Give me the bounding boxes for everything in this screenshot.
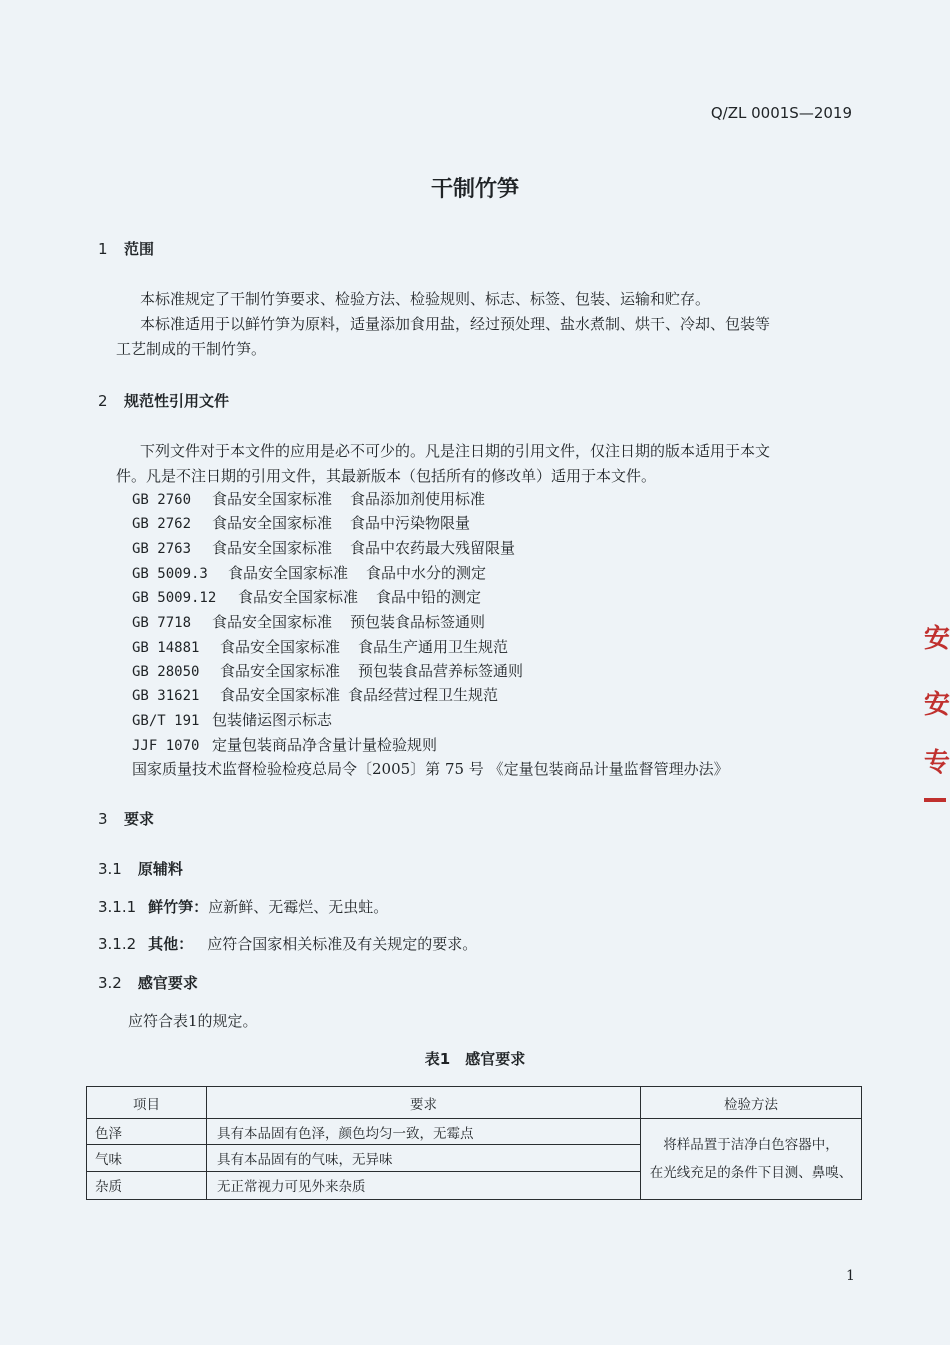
section-1-heading xyxy=(98,238,154,259)
ref-code: JJF 1070 xyxy=(132,738,200,754)
ref-subtitle: 食品中农药最大残留限量 xyxy=(350,539,516,557)
paragraph: 应符合表1的规定。 xyxy=(128,1012,258,1030)
ref-code: GB 5009.3 xyxy=(132,566,208,582)
table-header: 项目 xyxy=(133,1096,160,1113)
ref-code: GB 14881 xyxy=(132,640,200,656)
seal-border-fragment xyxy=(924,798,946,802)
reference-item xyxy=(132,537,515,558)
clause-3-1-1 xyxy=(98,896,388,917)
paragraph: 下列文件对于本文件的应用是必不可少的。凡是注日期的引用文件，仅注日期的版本适用于本文 xyxy=(140,442,771,460)
ref-subtitle: 食品中污染物限量 xyxy=(350,514,471,532)
subsection-title: 感官要求 xyxy=(137,974,198,992)
section-2-heading xyxy=(98,390,229,411)
section-number: 2 xyxy=(98,392,108,410)
ref-title: 食品安全国家标准 xyxy=(220,638,341,656)
ref-subtitle: 预包装食品标签通则 xyxy=(350,613,486,631)
page-number: 1 xyxy=(846,1268,855,1284)
ref-title: 食品安全国家标准 xyxy=(212,613,333,631)
subsection-3-2-heading xyxy=(98,972,198,993)
reference-item xyxy=(132,734,437,755)
table-cell-item: 气味 xyxy=(95,1152,122,1168)
clause-3-1-2 xyxy=(98,933,477,954)
seal-char: 安 xyxy=(924,624,950,654)
ref-title: 包装储运图示标志 xyxy=(212,711,333,729)
clause-text: 应符合国家相关标准及有关规定的要求。 xyxy=(207,935,478,953)
ref-code: GB 2763 xyxy=(132,541,192,557)
ref-code: GB 28050 xyxy=(132,664,200,680)
reference-item xyxy=(132,611,485,632)
table-cell-requirement: 具有本品固有色泽，颜色均匀一致，无霉点 xyxy=(217,1125,474,1142)
ref-subtitle: 食品经营过程卫生规范 xyxy=(348,686,499,704)
sensory-requirements-table xyxy=(86,1086,862,1200)
red-seal-stamp xyxy=(922,612,950,808)
section-number: 1 xyxy=(98,240,108,258)
table-cell-item: 杂质 xyxy=(95,1179,122,1195)
table-cell-item: 色泽 xyxy=(95,1125,122,1142)
ref-subtitle: 食品生产通用卫生规范 xyxy=(358,638,509,656)
subsection-title: 原辅料 xyxy=(137,860,183,878)
reference-item-decree: 国家质量技术监督检验检疫总局令〔2005〕第 75 号 《定量包装商品计量监督管理办法》 xyxy=(132,760,729,778)
seal-char: 安 xyxy=(924,690,950,720)
paragraph: 工艺制成的干制竹笋。 xyxy=(116,340,267,358)
ref-title: 食品安全国家标准 xyxy=(238,588,359,606)
subsection-number: 3.1 xyxy=(98,860,122,878)
reference-item xyxy=(132,709,332,730)
table-header: 要求 xyxy=(410,1096,437,1113)
clause-number: 3.1.1 xyxy=(98,898,137,916)
ref-title: 食品安全国家标准 xyxy=(228,564,349,582)
paragraph: 本标准规定了干制竹笋要求、检验方法、检验规则、标志、标签、包装、运输和贮存。 xyxy=(140,290,711,308)
ref-subtitle: 预包装食品营养标签通则 xyxy=(358,662,524,680)
section-3-heading xyxy=(98,808,154,829)
ref-title: 食品安全国家标准 xyxy=(212,490,333,508)
reference-item xyxy=(132,586,481,607)
subsection-3-1-heading xyxy=(98,858,183,879)
ref-subtitle: 食品中铅的测定 xyxy=(376,588,482,606)
table-cell-method: 在光线充足的条件下目测、鼻嗅、 xyxy=(649,1165,853,1181)
paragraph: 件。凡是不注日期的引用文件，其最新版本（包括所有的修改单）适用于本文件。 xyxy=(116,467,657,485)
reference-item xyxy=(132,562,486,583)
table-cell-requirement: 具有本品固有的气味，无异味 xyxy=(217,1152,393,1168)
table-cell-method: 将样品置于洁净白色容器中， xyxy=(663,1137,839,1153)
ref-code: GB 2762 xyxy=(132,516,192,532)
reference-item xyxy=(132,684,498,705)
clause-text: 应新鲜、无霉烂、无虫蛀。 xyxy=(208,898,389,916)
ref-title: 定量包装商品净含量计量检验规则 xyxy=(212,736,438,754)
ref-code: GB 5009.12 xyxy=(132,590,217,606)
subsection-number: 3.2 xyxy=(98,974,122,992)
paragraph: 本标准适用于以鲜竹笋为原料，适量添加食用盐，经过预处理、盐水煮制、烘干、冷却、包装等 xyxy=(140,315,771,333)
ref-title: 食品安全国家标准 xyxy=(212,539,333,557)
section-title: 规范性引用文件 xyxy=(124,392,230,410)
reference-item xyxy=(132,488,485,509)
ref-code: GB 2760 xyxy=(132,492,192,508)
table-cell-requirement: 无正常视力可见外来杂质 xyxy=(217,1179,366,1195)
ref-code: GB 31621 xyxy=(132,688,200,704)
ref-code: GB/T 191 xyxy=(132,713,200,729)
table-caption: 表1 感官要求 xyxy=(424,1050,526,1068)
clause-number: 3.1.2 xyxy=(98,935,137,953)
section-title: 要求 xyxy=(124,810,155,828)
reference-item xyxy=(132,660,523,681)
clause-title: 其他： xyxy=(148,935,194,953)
ref-subtitle: 食品中水分的测定 xyxy=(366,564,487,582)
ref-subtitle: 食品添加剂使用标准 xyxy=(350,490,486,508)
ref-code: GB 7718 xyxy=(132,615,192,631)
reference-item xyxy=(132,512,470,533)
section-title: 范围 xyxy=(124,240,155,258)
clause-title: 鲜竹笋： xyxy=(148,898,209,916)
document-title: 干制竹笋 xyxy=(430,177,519,202)
seal-char: 专 xyxy=(924,748,950,778)
reference-item xyxy=(132,636,508,657)
section-number: 3 xyxy=(98,810,108,828)
table-header: 检验方法 xyxy=(724,1096,778,1113)
ref-title: 食品安全国家标准 xyxy=(212,514,333,532)
document-id: Q/ZL 0001S—2019 xyxy=(710,104,852,122)
ref-title: 食品安全国家标准 xyxy=(220,686,341,704)
ref-title: 食品安全国家标准 xyxy=(220,662,341,680)
